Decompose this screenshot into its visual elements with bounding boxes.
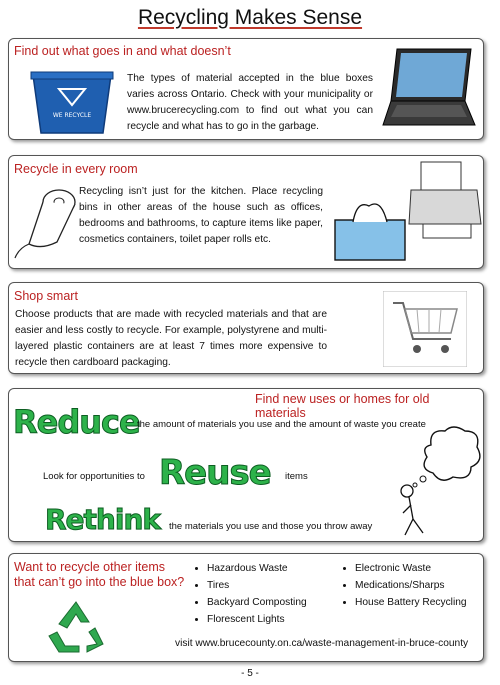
- list-item: • House Battery Recycling: [355, 594, 467, 611]
- printer-image: [407, 160, 483, 242]
- section-blue-box: [8, 38, 484, 140]
- page-number: - 5 -: [241, 668, 259, 679]
- list-item: • Tires: [207, 577, 307, 594]
- tissue-box-image: [331, 196, 409, 264]
- list-item: • Medications/Sharps: [355, 577, 467, 594]
- section-text: Choose products that are made with recycled materials and that are easier and less costly to recycle. For example, polystyrene and multi-layered plastic containers are at least 7 times more expensive to recycle then cardboard packaging.: [15, 309, 327, 368]
- blue-recycling-bin-image: [27, 67, 117, 137]
- section-text: Recycling isn’t just for the kitchen. Place recycling bins in other areas of the house such as offices, bedrooms and bathrooms, to capture items like paper, cosmetics containers, toilet paper rolls etc.: [79, 186, 323, 245]
- reduce-text: the amount of materials you use and the amount of waste you create: [137, 419, 426, 430]
- thinking-person-image: [391, 425, 483, 537]
- laptop-image: [379, 45, 479, 133]
- section-heading: Find out what goes in and what doesn’t: [14, 44, 231, 58]
- rethink-word: Rethink: [45, 503, 161, 536]
- reuse-before-text: Look for opportunities to: [43, 471, 145, 482]
- rethink-text: the materials you use and those you throw away: [169, 521, 373, 532]
- items-list-right: [339, 560, 467, 611]
- section-text: The types of material accepted in the blue boxes varies across Ontario. Check with your municipality or www.brucerecycling.com to find out what you can recycle and what has to go in the garbage.: [127, 73, 373, 132]
- section-new-uses: [8, 388, 484, 542]
- items-list-left: [191, 560, 307, 628]
- list-item: • Hazardous Waste: [207, 560, 307, 577]
- shopping-cart-image: [383, 291, 467, 367]
- list-item: • Electronic Waste: [355, 560, 467, 577]
- website-link[interactable]: visit www.brucecounty.on.ca/waste-management-in-bruce-county: [175, 638, 469, 649]
- reduce-word: Reduce: [13, 403, 140, 441]
- section-every-room: [8, 155, 484, 269]
- bin-label: WE RECYCLE: [52, 112, 92, 119]
- list-item: • Backyard Composting: [207, 594, 307, 611]
- section-heading-line1: Want to recycle other items: [14, 560, 165, 574]
- reuse-word: Reuse: [159, 453, 271, 493]
- section-heading: Recycle in every room: [14, 162, 138, 176]
- section-shop-smart: [8, 282, 484, 374]
- recycle-symbol-icon: [45, 598, 107, 656]
- section-heading: Shop smart: [14, 289, 78, 303]
- reuse-after-text: items: [285, 471, 308, 482]
- section-heading: Find new uses or homes for old materials: [255, 392, 430, 420]
- toilet-paper-roll-image: [11, 186, 81, 261]
- list-item: • Florescent Lights: [207, 611, 307, 628]
- section-other-items: [8, 553, 484, 662]
- section-heading-line2: that can’t go into the blue box?: [14, 575, 185, 589]
- page-title: Recycling Makes Sense: [137, 6, 363, 29]
